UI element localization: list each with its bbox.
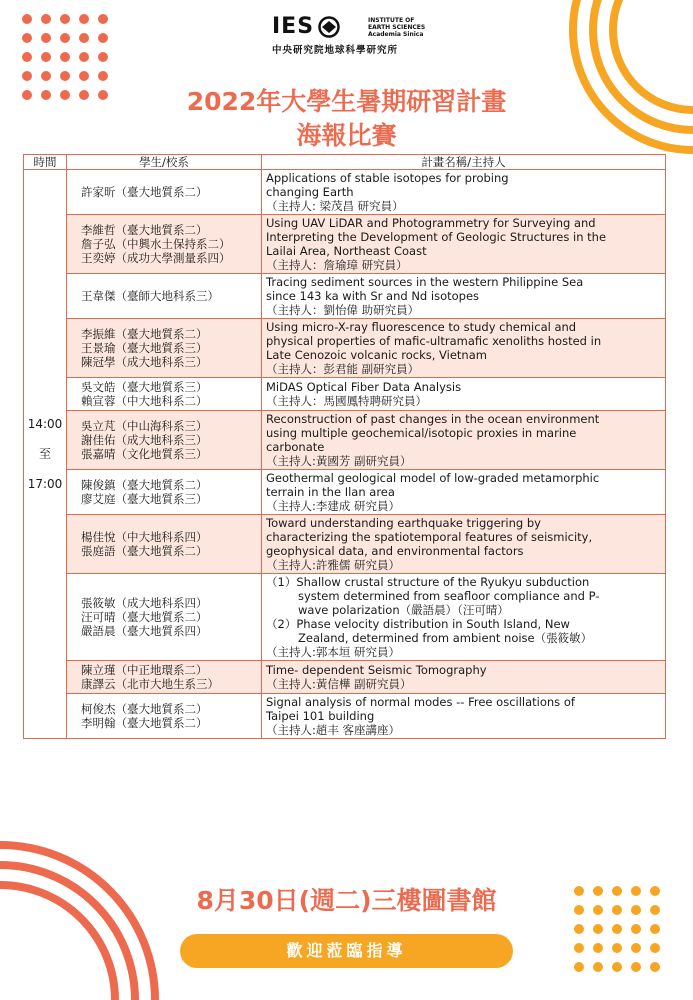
- project-title-line: Geothermal geological model of low-graded metamorphic: [266, 471, 600, 485]
- student-name: 王韋傑（臺師大地科系三）: [81, 289, 219, 303]
- project-title-line: wave polarization（嚴語晨）（汪可晴）: [298, 603, 509, 617]
- student-name: 許家昕（臺大地質系二）: [81, 185, 208, 199]
- student-cell: [67, 470, 262, 515]
- table-row: [24, 515, 666, 574]
- project-host: （主持人:李建成 研究員）: [266, 499, 401, 513]
- project-cell: [262, 661, 666, 694]
- table-row: [24, 661, 666, 694]
- project-title-line: terrain in the Ilan area: [266, 485, 395, 499]
- logo-chinese: 中央研究院地球科學研究所: [272, 45, 399, 56]
- student-name: 李振維（臺大地質系二）: [81, 327, 208, 341]
- project-title-line: geophysical data, and environmental factors: [266, 544, 524, 558]
- welcome-banner: 歡迎蒞臨指導: [180, 934, 513, 968]
- student-name: 吳立芃（中山海科系三）: [81, 419, 208, 433]
- project-title-line: since 143 ka with Sr and Nd isotopes: [266, 289, 480, 303]
- project-title-line: Tracing sediment sources in the western Philippine Sea: [266, 275, 584, 289]
- logo-english: INSTITUTE OF EARTH SCIENCES Academia Sinica: [368, 17, 426, 38]
- project-title-line: Taipei 101 building: [266, 709, 375, 723]
- project-host: （主持人:黃信樺 副研究員）: [266, 677, 412, 691]
- student-name: 陳立瑾（中正地環系二）: [81, 663, 208, 677]
- project-host: （主持人:趙丰 客座講座）: [266, 723, 401, 737]
- project-cell: [262, 574, 666, 661]
- table-row: [24, 378, 666, 411]
- student-name: 康譯云（北市大地生系三）: [81, 677, 219, 691]
- project-host: （主持人:黃國芳 副研究員）: [266, 454, 412, 468]
- schedule-table: [23, 154, 666, 739]
- project-cell: [262, 215, 666, 274]
- project-cell: [262, 694, 666, 739]
- student-cell: [67, 274, 262, 319]
- student-cell: [67, 661, 262, 694]
- project-title-line: Toward understanding earthquake triggering by: [266, 516, 541, 530]
- project-title-line: Interpreting the Development of Geologic Structures in the: [266, 230, 607, 244]
- header-time: 時間: [24, 155, 67, 170]
- project-title-line: physical properties of mafic-ultramafic xenoliths hosted in: [266, 334, 602, 348]
- student-cell: [67, 515, 262, 574]
- header-project: 計畫名稱/主持人: [262, 155, 666, 170]
- table-body: [24, 170, 666, 739]
- project-title-line: changing Earth: [266, 185, 354, 199]
- student-name: 汪可晴（臺大地質系二）: [81, 610, 208, 624]
- student-name: 張筱敏（成大地科系四）: [81, 596, 208, 610]
- project-cell: [262, 170, 666, 215]
- student-name: 王奕婷（成功大學測量系四）: [81, 251, 231, 265]
- student-name: 吳文皓（臺大地質系三）: [81, 380, 208, 394]
- student-cell: [67, 574, 262, 661]
- project-title-line: using multiple geochemical/isotopic proxies in marine: [266, 426, 577, 440]
- time-end: 17:00: [27, 477, 63, 491]
- project-title-line: Applications of stable isotopes for probing: [266, 171, 509, 185]
- project-title-line: MiDAS Optical Fiber Data Analysis: [266, 380, 462, 394]
- institute-logo: [272, 14, 432, 56]
- time-sep: 至: [38, 447, 51, 461]
- student-name: 王景瑜（臺大地質系三）: [81, 341, 208, 355]
- project-title-line: （2）Phase velocity distribution in South Island, New: [266, 617, 570, 631]
- time-start: 14:00: [27, 417, 63, 431]
- student-name: 張嘉晴（文化地質系三）: [81, 447, 208, 461]
- page-title: 2022年大學生暑期研習計畫: [186, 87, 507, 116]
- table-row: [24, 470, 666, 515]
- table-row: [24, 274, 666, 319]
- student-name: 嚴語晨（臺大地質系四）: [81, 624, 208, 638]
- project-title-line: carbonate: [266, 440, 325, 454]
- project-cell: [262, 378, 666, 411]
- student-name: 楊佳悅（中大地科系四）: [81, 530, 208, 544]
- project-host: （主持人：詹瑜璋 研究員）: [266, 258, 408, 272]
- project-host: （主持人: 梁茂昌 研究員）: [266, 199, 404, 213]
- student-cell: [67, 411, 262, 470]
- student-name: 陳俊鎮（臺大地質系二）: [81, 478, 208, 492]
- project-cell: [262, 319, 666, 378]
- student-cell: [67, 215, 262, 274]
- table-row: [24, 215, 666, 274]
- project-host: （主持人:許雅儒 研究員）: [266, 558, 401, 572]
- student-name: 詹子弘（中興水土保持系二）: [81, 237, 231, 251]
- project-host: （主持人:郭本垣 研究員）: [266, 645, 401, 659]
- student-cell: [67, 694, 262, 739]
- student-name: 李明翰（臺大地質系二）: [81, 716, 208, 730]
- header-student: 學生/校系: [67, 155, 262, 170]
- arc-decoration-bottom-left: [0, 835, 175, 1000]
- table-row: [24, 319, 666, 378]
- project-host: （主持人：劉怡偉 助研究員）: [266, 303, 420, 317]
- student-cell: [67, 319, 262, 378]
- student-name: 賴宣蓉（中大地科系二）: [81, 394, 208, 408]
- project-host: （主持人：彭君能 副研究員）: [266, 362, 420, 376]
- project-cell: [262, 515, 666, 574]
- student-cell: [67, 378, 262, 411]
- project-title-line: characterizing the spatiotemporal features of seismicity,: [266, 530, 593, 544]
- event-date-location: 8月30日(週二)三樓圖書館: [196, 886, 497, 915]
- project-title-line: Time- dependent Seismic Tomography: [266, 663, 487, 677]
- project-cell: [262, 411, 666, 470]
- logo-abbr: IES: [272, 14, 315, 39]
- project-title-line: system determined from seafloor compliance and P-: [298, 589, 600, 603]
- student-name: 張庭語（臺大地質系二）: [81, 544, 208, 558]
- table-row: [24, 694, 666, 739]
- time-cell: [24, 170, 67, 739]
- project-cell: [262, 274, 666, 319]
- table-row: [24, 170, 666, 215]
- project-cell: [262, 470, 666, 515]
- earth-logo-icon: [318, 16, 340, 38]
- project-title-line: Using UAV LiDAR and Photogrammetry for Surveying and: [266, 216, 596, 230]
- project-title-line: Lailai Area, Northeast Coast: [266, 244, 427, 258]
- student-cell: [67, 170, 262, 215]
- student-name: 謝佳佑（成大地科系三）: [81, 433, 208, 447]
- table-row: [24, 411, 666, 470]
- project-host: （主持人：馬國鳳特聘研究員）: [266, 394, 427, 408]
- student-name: 柯俊杰（臺大地質系二）: [81, 702, 208, 716]
- project-title-line: Late Cenozoic volcanic rocks, Vietnam: [266, 348, 487, 362]
- table-header-row: [24, 155, 666, 170]
- project-title-line: （1）Shallow crustal structure of the Ryukyu subduction: [266, 575, 590, 589]
- project-title-line: Using micro-X-ray fluorescence to study chemical and: [266, 320, 577, 334]
- table-row: [24, 574, 666, 661]
- student-name: 廖艾庭（臺大地質系三）: [81, 492, 208, 506]
- project-title-line: Reconstruction of past changes in the ocean environment: [266, 412, 600, 426]
- page-subtitle: 海報比賽: [296, 121, 397, 150]
- student-name: 陳冠學（成大地科系三）: [81, 355, 208, 369]
- student-name: 李維哲（臺大地質系二）: [81, 223, 208, 237]
- project-title-line: Signal analysis of normal modes -- Free oscillations of: [266, 695, 575, 709]
- project-title-line: Zealand, determined from ambient noise（張筱敏）: [298, 631, 593, 645]
